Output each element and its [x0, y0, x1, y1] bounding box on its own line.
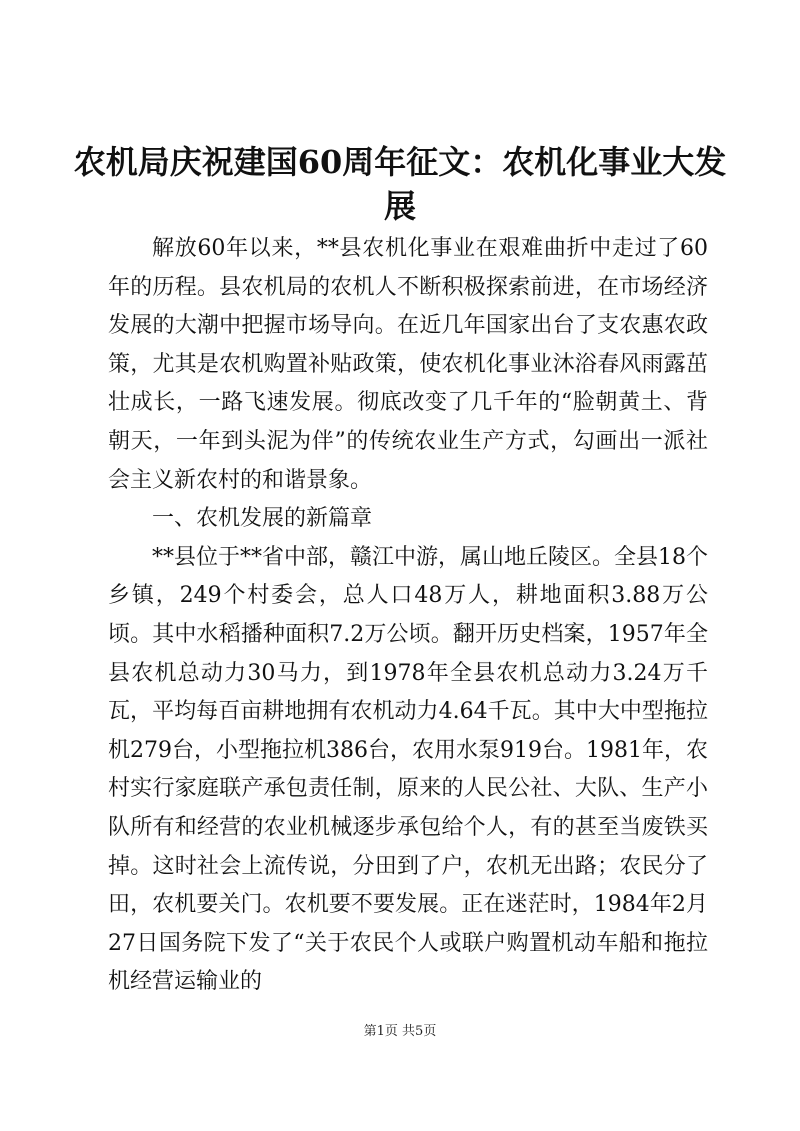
document-title: 农机局庆祝建国60周年征文：农机化事业大发展: [73, 143, 727, 225]
document-body: [108, 230, 708, 1002]
paragraph-history: **县位于**省中部，赣江中游，属山地丘陵区。全县18个乡镇，249个村委会，总人口48万人，耕地面积3.88万公顷。其中水稻播种面积7.2万公顷。翻开历史档案，1957年全县农机总动力30马力，到1978年全县农机总动力3.24万千瓦，平均每百亩耕地拥有农机动力4.64千瓦。其中大中型拖拉机279台，小型拖拉机386台，农用水泵919台。1981年，农村实行家庭联产承包责任制，原来的人民公社、大队、生产小队所有和经营的农业机械逐步承包给个人，有的甚至当废铁买掉。这时社会上流传说，分田到了户，农机无出路；农民分了田，农机要关门。农机要不要发展。正在迷茫时，1984年2月27日国务院下发了“关于农民个人或联户购置机动车船和拖拉机经营运输业的: [108, 544, 708, 995]
paragraph-intro: 解放60年以来，**县农机化事业在艰难曲折中走过了60年的历程。县农机局的农机人不断积极探索前进，在市场经济发展的大潮中把握市场导向。在近几年国家出台了支农惠农政策，尤其是农机购置补贴政策，使农机化事业沐浴春风雨露茁壮成长，一路飞速发展。彻底改变了几千年的“脸朝黄土、背朝天，一年到头泥为伴”的传统农业生产方式，勾画出一派社会主义新农村的和谐景象。: [108, 236, 708, 493]
section-heading: 一、农机发展的新篇章: [152, 506, 373, 532]
page-number: 第1页 共5页: [363, 1024, 437, 1039]
